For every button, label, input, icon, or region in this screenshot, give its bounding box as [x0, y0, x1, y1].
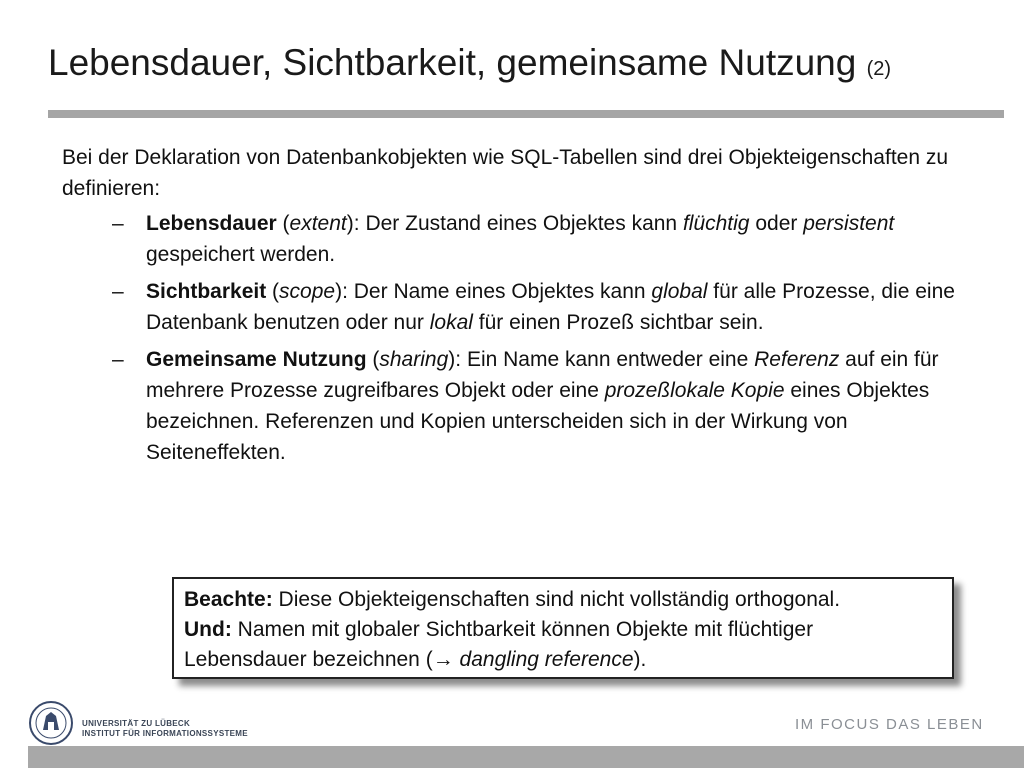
bullet-term: Gemeinsame Nutzung — [146, 348, 367, 371]
paren-close: ): — [346, 212, 366, 235]
slide-body — [62, 142, 962, 474]
emphasis: dangling reference — [459, 648, 634, 671]
bullet-text: gespeichert werden. — [146, 243, 336, 266]
slide-title — [48, 42, 891, 84]
bullet-text: oder — [749, 212, 804, 235]
bullet-text: auf ein für mehrere Prozesse zugreifbares Objekt oder eine — [146, 348, 939, 402]
paren-open: ( — [366, 348, 380, 371]
footer-slogan: IM FOCUS DAS LEBEN — [795, 716, 984, 733]
right-arrow-icon: → — [432, 648, 454, 671]
paren-open: ( — [276, 212, 290, 235]
title-main: Lebensdauer, Sichtbarkeit, gemeinsame Nutzung — [48, 42, 857, 83]
institute-name: INSTITUT FÜR INFORMATIONSSYSTEME — [82, 729, 248, 738]
note-text: ). — [633, 648, 647, 671]
footer-bar — [28, 746, 1024, 768]
emphasis: Referenz — [754, 348, 840, 371]
note-box — [172, 577, 954, 679]
paren-close: ): — [448, 348, 467, 371]
note-label: Beachte: — [184, 588, 273, 611]
paren-open: ( — [266, 280, 280, 303]
bullet-text: für alle Prozesse, die eine Datenbank benutzen oder nur — [146, 280, 955, 334]
university-name: UNIVERSITÄT ZU LÜBECK — [82, 719, 191, 728]
note-line-3 — [184, 645, 952, 675]
university-wordmark — [82, 719, 248, 739]
bullet-lebensdauer — [62, 208, 962, 270]
bullet-dash: – — [112, 212, 124, 235]
bullet-dash: – — [112, 348, 124, 371]
bullet-term: Lebensdauer — [146, 212, 277, 235]
paren-close: ): — [335, 280, 354, 303]
university-seal-icon — [28, 700, 74, 746]
bullet-text: Der Zustand eines Objektes kann — [365, 212, 683, 235]
note-label: Und: — [184, 618, 232, 641]
note-text: Diese Objekteigenschaften sind nicht vollständig orthogonal. — [272, 588, 841, 611]
emphasis: persistent — [803, 212, 895, 235]
bullet-text: Der Name eines Objektes kann — [353, 280, 652, 303]
emphasis: global — [651, 280, 708, 303]
property-list — [62, 208, 962, 468]
english-term: extent — [289, 212, 347, 235]
bullet-text: eines Objektes bezeichnen. Referenzen und Kopien unterscheiden sich in der Wirkung von Seiteneffekten. — [146, 379, 930, 464]
emphasis: prozeßlokale Kopie — [604, 379, 785, 402]
title-divider — [48, 110, 1004, 118]
bullet-dash: – — [112, 280, 124, 303]
note-text: Lebensdauer bezeichnen ( — [184, 648, 433, 671]
bullet-term: Sichtbarkeit — [146, 280, 267, 303]
emphasis: flüchtig — [682, 212, 750, 235]
english-term: scope — [279, 280, 336, 303]
note-text: Namen mit globaler Sichtbarkeit können Objekte mit flüchtiger — [231, 618, 814, 641]
intro-text: Bei der Deklaration von Datenbankobjekten wie SQL-Tabellen sind drei Objekteigenschaften zu definieren: — [62, 146, 949, 200]
title-suffix: (2) — [866, 58, 892, 80]
note-line-2 — [184, 615, 952, 645]
note-line-1 — [184, 585, 952, 615]
bullet-sichtbarkeit — [62, 276, 962, 338]
bullet-text: für einen Prozeß sichtbar sein. — [472, 311, 764, 334]
emphasis: lokal — [429, 311, 473, 334]
english-term: sharing — [379, 348, 449, 371]
bullet-text: Ein Name kann entweder eine — [466, 348, 755, 371]
bullet-gemeinsame-nutzung — [62, 344, 962, 468]
